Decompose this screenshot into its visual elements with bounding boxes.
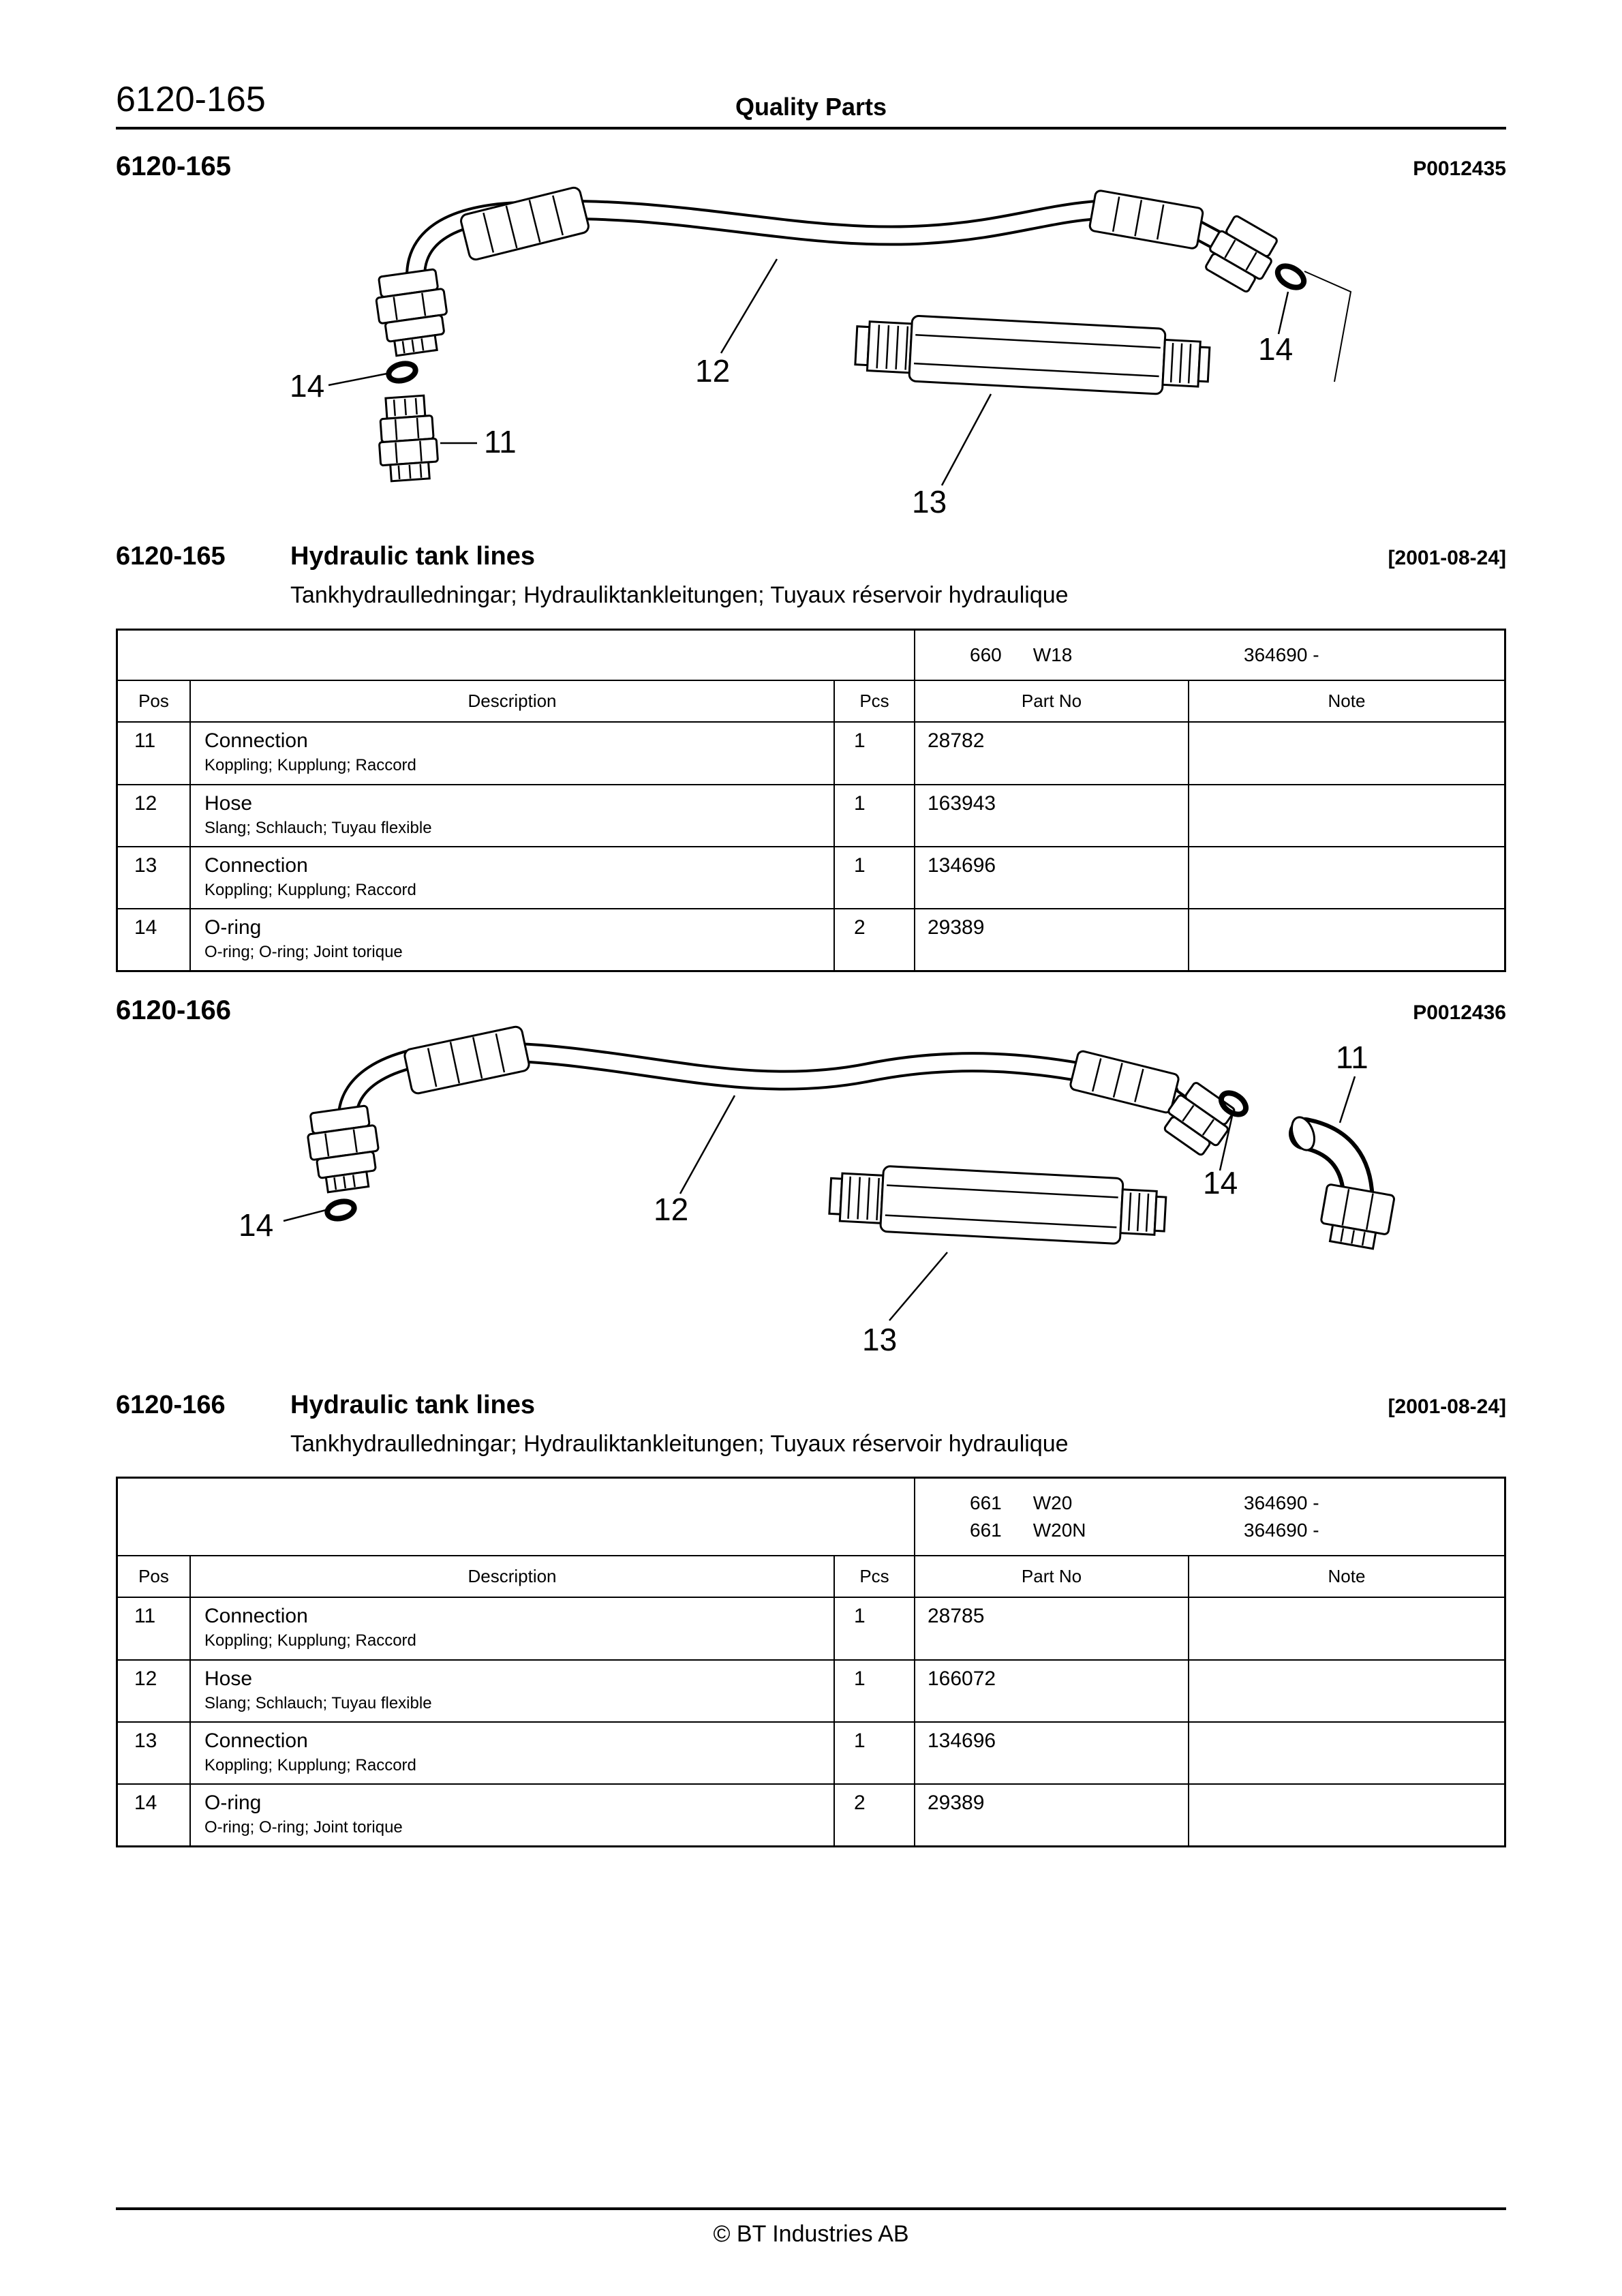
- leader-14-left: [328, 374, 387, 385]
- description-main: Connection: [204, 854, 308, 877]
- section-title-1: [116, 542, 1506, 609]
- description-main: Hose: [204, 1667, 253, 1690]
- row-part-no: 29389: [915, 909, 1189, 970]
- section-date-2: [2001-08-24]: [1388, 1395, 1506, 1418]
- row-pos: 12: [118, 785, 191, 846]
- o-ring-left: [387, 361, 418, 384]
- page-footer: [116, 2207, 1506, 2248]
- callout-14-left: 14: [239, 1207, 274, 1243]
- description-main: O-ring: [204, 1792, 262, 1814]
- o-ring-left: [326, 1199, 356, 1222]
- description-main: Connection: [204, 1729, 308, 1752]
- row-pos: 13: [118, 847, 191, 908]
- model-serials: [1189, 631, 1504, 680]
- row-pcs: 1: [835, 723, 915, 784]
- photo-ref-1: P0012435: [1413, 157, 1506, 180]
- col-header-note: Note: [1328, 1566, 1366, 1586]
- row-pos: 13: [118, 1723, 191, 1783]
- table-row: [118, 846, 1504, 908]
- callout-12: 12: [695, 353, 731, 389]
- model-band-2: [118, 1479, 1504, 1556]
- description-main: O-ring: [204, 916, 262, 939]
- column-headers-1: [118, 681, 1504, 723]
- callout-11: 11: [484, 424, 517, 459]
- o-ring-right: [1274, 262, 1307, 292]
- col-header-part-no: Part No: [915, 681, 1189, 721]
- page-header: [116, 37, 1506, 130]
- model-codes: [915, 1479, 1189, 1555]
- crimp-collar-right: [1069, 1050, 1180, 1113]
- model-serials: [1189, 1479, 1504, 1555]
- model-serial: 364690 -: [1244, 644, 1319, 665]
- elbow-fitting-left: [373, 269, 452, 358]
- model-codes: [915, 631, 1189, 680]
- table-row: [118, 1598, 1504, 1659]
- row-part-no: 134696: [915, 847, 1189, 908]
- crimp-collar-left: [403, 1025, 530, 1094]
- row-pcs: 2: [835, 1785, 915, 1845]
- row-pcs: 2: [835, 909, 915, 970]
- col-header-pcs: Pcs: [835, 1556, 915, 1597]
- leader-11: [1340, 1076, 1355, 1123]
- row-note: [1189, 909, 1504, 970]
- description-translations: O-ring; O-ring; Joint torique: [204, 943, 403, 961]
- col-header-pcs: Pcs: [835, 681, 915, 721]
- model-code: 661: [970, 1520, 1002, 1541]
- figure-id-1: 6120-165: [116, 151, 232, 181]
- row-note: [1189, 1661, 1504, 1721]
- row-note: [1189, 785, 1504, 846]
- callout-14-right: 14: [1203, 1165, 1238, 1200]
- row-part-no: 29389: [915, 1785, 1189, 1845]
- row-part-no: 166072: [915, 1661, 1189, 1721]
- section-id-2: 6120-166: [116, 1391, 226, 1419]
- figure-id-2: 6120-166: [116, 995, 232, 1025]
- row-part-no: 163943: [915, 785, 1189, 846]
- model-variant: W20N: [1032, 1520, 1086, 1541]
- row-pcs: 1: [835, 785, 915, 846]
- row-note: [1189, 1598, 1504, 1659]
- callout-13: 13: [862, 1322, 898, 1357]
- row-pos: 14: [118, 1785, 191, 1845]
- leader-14-right: [1279, 292, 1288, 334]
- description-main: Connection: [204, 729, 308, 752]
- col-header-description: Description: [191, 681, 835, 721]
- col-header-pos: Pos: [118, 1556, 191, 1597]
- col-header-note: Note: [1328, 691, 1366, 711]
- model-variant: W18: [1032, 644, 1073, 665]
- hose-fitting-right: [1200, 212, 1283, 295]
- row-note: [1189, 1723, 1504, 1783]
- doc-number: 6120-165: [116, 80, 266, 119]
- callout-13: 13: [912, 484, 947, 519]
- row-note: [1189, 1785, 1504, 1845]
- row-description: [191, 1723, 835, 1783]
- cylinder-connection-13: [855, 313, 1210, 397]
- row-description: [191, 1661, 835, 1721]
- table-row: [118, 784, 1504, 846]
- model-band-spacer: [118, 1479, 915, 1555]
- section-name-1: Hydraulic tank lines: [290, 542, 536, 571]
- row-note: [1189, 847, 1504, 908]
- model-band-spacer: [118, 631, 915, 680]
- description-translations: Koppling; Kupplung; Raccord: [204, 1756, 416, 1774]
- row-pcs: 1: [835, 1598, 915, 1659]
- callout-11: 11: [1336, 1040, 1368, 1075]
- description-translations: Koppling; Kupplung; Raccord: [204, 756, 416, 774]
- model-code: 661: [970, 1492, 1002, 1513]
- col-header-pos: Pos: [118, 681, 191, 721]
- callout-12: 12: [654, 1192, 689, 1227]
- column-headers-2: [118, 1556, 1504, 1598]
- col-header-part-no: Part No: [915, 1556, 1189, 1597]
- section-id-1: 6120-165: [116, 542, 226, 571]
- row-pos: 11: [118, 1598, 191, 1659]
- row-description: [191, 1785, 835, 1845]
- hydraulic-line-drawing-1: [116, 174, 1506, 528]
- col-header-description: Description: [191, 1556, 835, 1597]
- row-description: [191, 909, 835, 970]
- table-row: [118, 723, 1504, 784]
- row-part-no: 134696: [915, 1723, 1189, 1783]
- callout-14-left: 14: [290, 368, 325, 404]
- row-description: [191, 847, 835, 908]
- description-translations: O-ring; O-ring; Joint torique: [204, 1818, 403, 1837]
- table-row: [118, 1721, 1504, 1783]
- leader-13: [889, 1252, 947, 1320]
- copyright-text: © BT Industries AB: [713, 2221, 909, 2247]
- model-band-1: [118, 631, 1504, 681]
- elbow-fitting-left: [305, 1105, 383, 1194]
- model-serial: 364690 -: [1244, 1520, 1319, 1541]
- section-title-2: [116, 1391, 1506, 1457]
- row-pos: 14: [118, 909, 191, 970]
- row-part-no: 28785: [915, 1598, 1189, 1659]
- section-subtitle-1: Tankhydraulledningar; Hydrauliktankleitungen; Tuyaux réservoir hydraulique: [290, 582, 1069, 608]
- row-description: [191, 785, 835, 846]
- table-row: [118, 1659, 1504, 1721]
- leader-14-left: [284, 1209, 331, 1221]
- table-rows-1: [118, 723, 1504, 970]
- description-main: Connection: [204, 1605, 308, 1627]
- row-description: [191, 723, 835, 784]
- row-pcs: 1: [835, 1723, 915, 1783]
- elbow-connector-11: [1287, 1114, 1394, 1251]
- model-serial: 364690 -: [1244, 1492, 1319, 1513]
- section-date-1: [2001-08-24]: [1388, 547, 1506, 569]
- row-note: [1189, 723, 1504, 784]
- description-main: Hose: [204, 792, 253, 815]
- page-header-title: Quality Parts: [735, 93, 887, 121]
- row-pcs: 1: [835, 847, 915, 908]
- section-subtitle-2: Tankhydraulledningar; Hydrauliktankleitungen; Tuyaux réservoir hydraulique: [290, 1431, 1069, 1457]
- crimp-collar-right: [1089, 190, 1204, 250]
- row-part-no: 28782: [915, 723, 1189, 784]
- leader-12: [680, 1096, 735, 1194]
- model-code: 660: [970, 644, 1002, 665]
- parts-table-1: [116, 629, 1506, 972]
- row-pos: 12: [118, 1661, 191, 1721]
- cylinder-connection-13: [829, 1163, 1167, 1246]
- hydraulic-line-drawing-2: [116, 1019, 1506, 1374]
- row-description: [191, 1598, 835, 1659]
- leader-13: [942, 394, 991, 485]
- crimp-collar-left: [459, 186, 590, 261]
- leader-12: [721, 259, 777, 353]
- table-row: [118, 908, 1504, 970]
- photo-ref-2: P0012436: [1413, 1001, 1506, 1024]
- section-name-2: Hydraulic tank lines: [290, 1391, 536, 1419]
- description-translations: Slang; Schlauch; Tuyau flexible: [204, 1694, 432, 1712]
- table-row: [118, 1783, 1504, 1845]
- parts-table-2: [116, 1477, 1506, 1847]
- row-pcs: 1: [835, 1661, 915, 1721]
- assembly-bracket-line: [1304, 271, 1351, 382]
- row-pos: 11: [118, 723, 191, 784]
- union-connector-11: [376, 395, 439, 482]
- description-translations: Koppling; Kupplung; Raccord: [204, 881, 416, 899]
- description-translations: Slang; Schlauch; Tuyau flexible: [204, 819, 432, 837]
- model-variant: W20: [1032, 1492, 1073, 1513]
- callout-14-right: 14: [1258, 331, 1294, 367]
- description-translations: Koppling; Kupplung; Raccord: [204, 1631, 416, 1650]
- table-rows-2: [118, 1598, 1504, 1845]
